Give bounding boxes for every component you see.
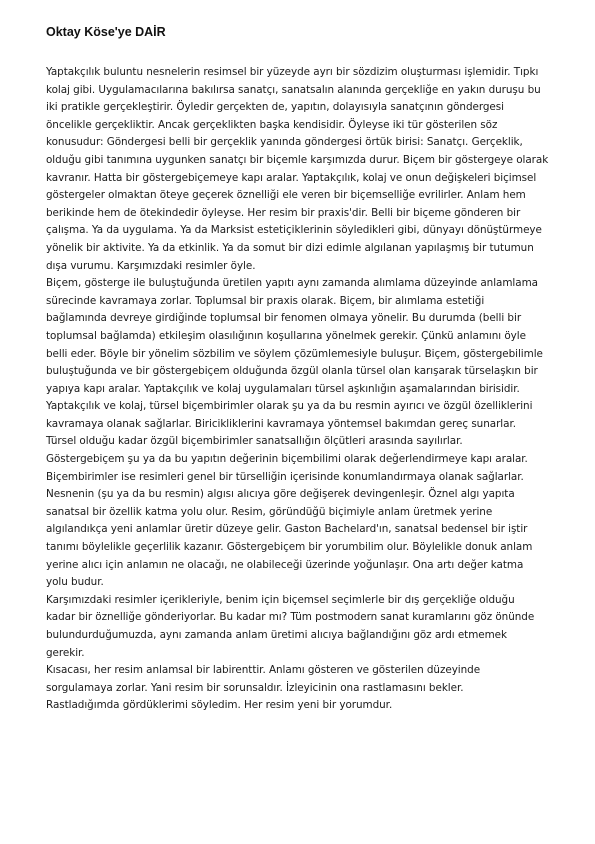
text-line: yapıya kapı aralar. Yaptakçılık ve kolaj uygulamaları türsel aşkınlığın aşamalarından birisidir.: [46, 382, 520, 395]
text-line: Türsel olduğu kadar özgül biçembirimler sanatsallığın ölçütleri arasında sayılırlar.: [46, 435, 463, 448]
text-line: Karşımızdaki resimler içerikleriyle, benim için biçemsel seçimlerle bir dış gerçekliğe olduğu: [46, 593, 515, 606]
text-line: yönelik bir aktivite. Ya da etkinlik. Ya da somut bir dizi edimle algılanan yapılaşmış bir tutumun: [46, 241, 534, 254]
text-line: sanatsal bir özellik katma yolu olur. Resim, göründüğü biçimiyle anlam üretmek yerine: [46, 505, 493, 518]
text-line: yerine alıcı için anlamın ne olacağı, ne olabileceği üzerinde yoğunlaşır. Ona artı değer katma: [46, 558, 524, 571]
text-line: dışa vurumu. Karşımızdaki resimler öyle.: [46, 259, 256, 272]
text-line: toplumsal bağlamda) etkileşim olasılığının koşullarına yönelmek gerekir. Çünkü anlamını öyle: [46, 329, 526, 342]
text-line: olduğu gibi tanımına uygunken sanatçı bir biçemle karşımızda durur. Biçem bir göstergeye olarak: [46, 153, 549, 166]
text-line: buluştuğunda ve bir göstergebiçem olduğunda özgül olanla türsel olan karışarak türselaşkın bir: [46, 365, 538, 378]
text-line: sürecinde kavramaya zorlar. Toplumsal bir praxis olarak. Biçem, bir alımlama estetiği: [46, 294, 485, 307]
text-line: öncelikle gerçekliktir. Ancak gerçeklikten başka kendisidir. Öyleyse iki tür gösterilen söz: [46, 118, 498, 131]
text-line: algılandıkça yeni anlamlar üretir düzeye gelir. Gaston Bachelard'ın, sanatsal bedensel bir iştir: [46, 523, 528, 536]
text-line: iki pratikle gerçekleştirir. Öyledir gerçekten de, yapıtın, dolayısıyla sanatçının göndergesi: [46, 101, 504, 114]
text-line: bulundurduğumuzda, aynı zamanda anlam üretimi alıcıya bağlandığını göz ardı etmemek: [46, 629, 507, 641]
text-line: çalışma. Ya da uygulama. Ya da Marksist estetiçiklerinin söyledikleri gibi, dünyayı dönüştürmeye: [46, 224, 542, 237]
text-line: Yaptakçılık buluntu nesnelerin resimsel bir yüzeyde ayrı bir sözdizim oluşturması işlemidir. Tıpkı: [46, 66, 539, 78]
text-line: Rastladığımda gördüklerimi söyledim. Her resim yeni bir yorumdur.: [46, 699, 393, 712]
text-line: Biçembirimler ise resimleri genel bir türselliğin içerisinde konumlandırmaya olanak sağlarlar.: [46, 470, 524, 483]
text-line: göstergeler olmaktan öteye geçerek öznelliği ele veren bir biçemselliğe evrilirler. Anlam hem: [46, 189, 526, 202]
text-line: berikinde hem de ötekindedir öyleyse. Her resim bir praxis'dir. Belli bir biçeme gönderen bir: [46, 206, 521, 219]
text-line: gerekir.: [46, 646, 85, 659]
text-line: bağlamında devreye girdiğinde toplumsal bir fenomen olmaya yönelir. Bu durumda (belli bir: [46, 312, 522, 325]
text-line: konusudur: Göndergesi belli bir gerçeklik yanında göndergesi örtük birisi: Sanatçı. Gerçeklik,: [46, 136, 523, 149]
text-line: yolu budur.: [46, 576, 104, 589]
text-line: belli eder. Böyle bir yönelim sözbilim ve söylem çözümlemesiyle buluşur. Biçem, göstergebilimle: [46, 347, 543, 360]
document-title: Oktay Köse'ye DAİR: [46, 25, 166, 39]
text-line: kavranır. Hatta bir göstergebiçemeye kapı aralar. Yaptakçılık, kolaj ve onun değişkeleri biçimsel: [46, 171, 537, 184]
text-line: Nesnenin (şu ya da bu resmin) algısı alıcıya göre değişerek devingenleşir. Öznel algı yapıta: [46, 488, 515, 501]
text-line: sorgulamaya zorlar. Yani resim bir sorunsaldır. İzleyicinin ona rastlamasını bekler.: [46, 681, 464, 694]
document-body: [46, 64, 556, 715]
text-line: kolaj gibi. Uygulamacılarına bakılırsa sanatçı, sanatsalın alanında gerçekliğe en yakın duruşu bu: [46, 83, 541, 96]
text-line: Göstergebiçem şu ya da bu yapıtın değerinin biçembilimi olarak değerlendirmeye kapı aralar.: [46, 453, 528, 466]
text-line: tanımı böylelikle geçerlilik kazanır. Göstergebiçem bir yorumbilim olur. Böylelikle donuk anlam: [46, 541, 533, 554]
text-line: Biçem, gösterge ile buluştuğunda üretilen yapıtı aynı zamanda alımlama düzeyinde anlamlama: [46, 277, 538, 290]
text-line: kadar bir öznelliğe gönderiyorlar. Bu kadar mı? Tüm postmodern sanat kuramlarını göz önünde: [46, 611, 535, 624]
text-line: Kısacası, her resim anlamsal bir labirenttir. Anlamı gösteren ve gösterilen düzeyinde: [46, 664, 481, 677]
text-line: Yaptakçılık ve kolaj, türsel biçembirimler olarak şu ya da bu resmin ayırıcı ve özgül özelliklerini: [46, 400, 533, 413]
text-line: kavramaya olanak sağlarlar. Biricikliklerini kavramaya yöntemsel bakımdan gereç sunarlar.: [46, 417, 516, 430]
